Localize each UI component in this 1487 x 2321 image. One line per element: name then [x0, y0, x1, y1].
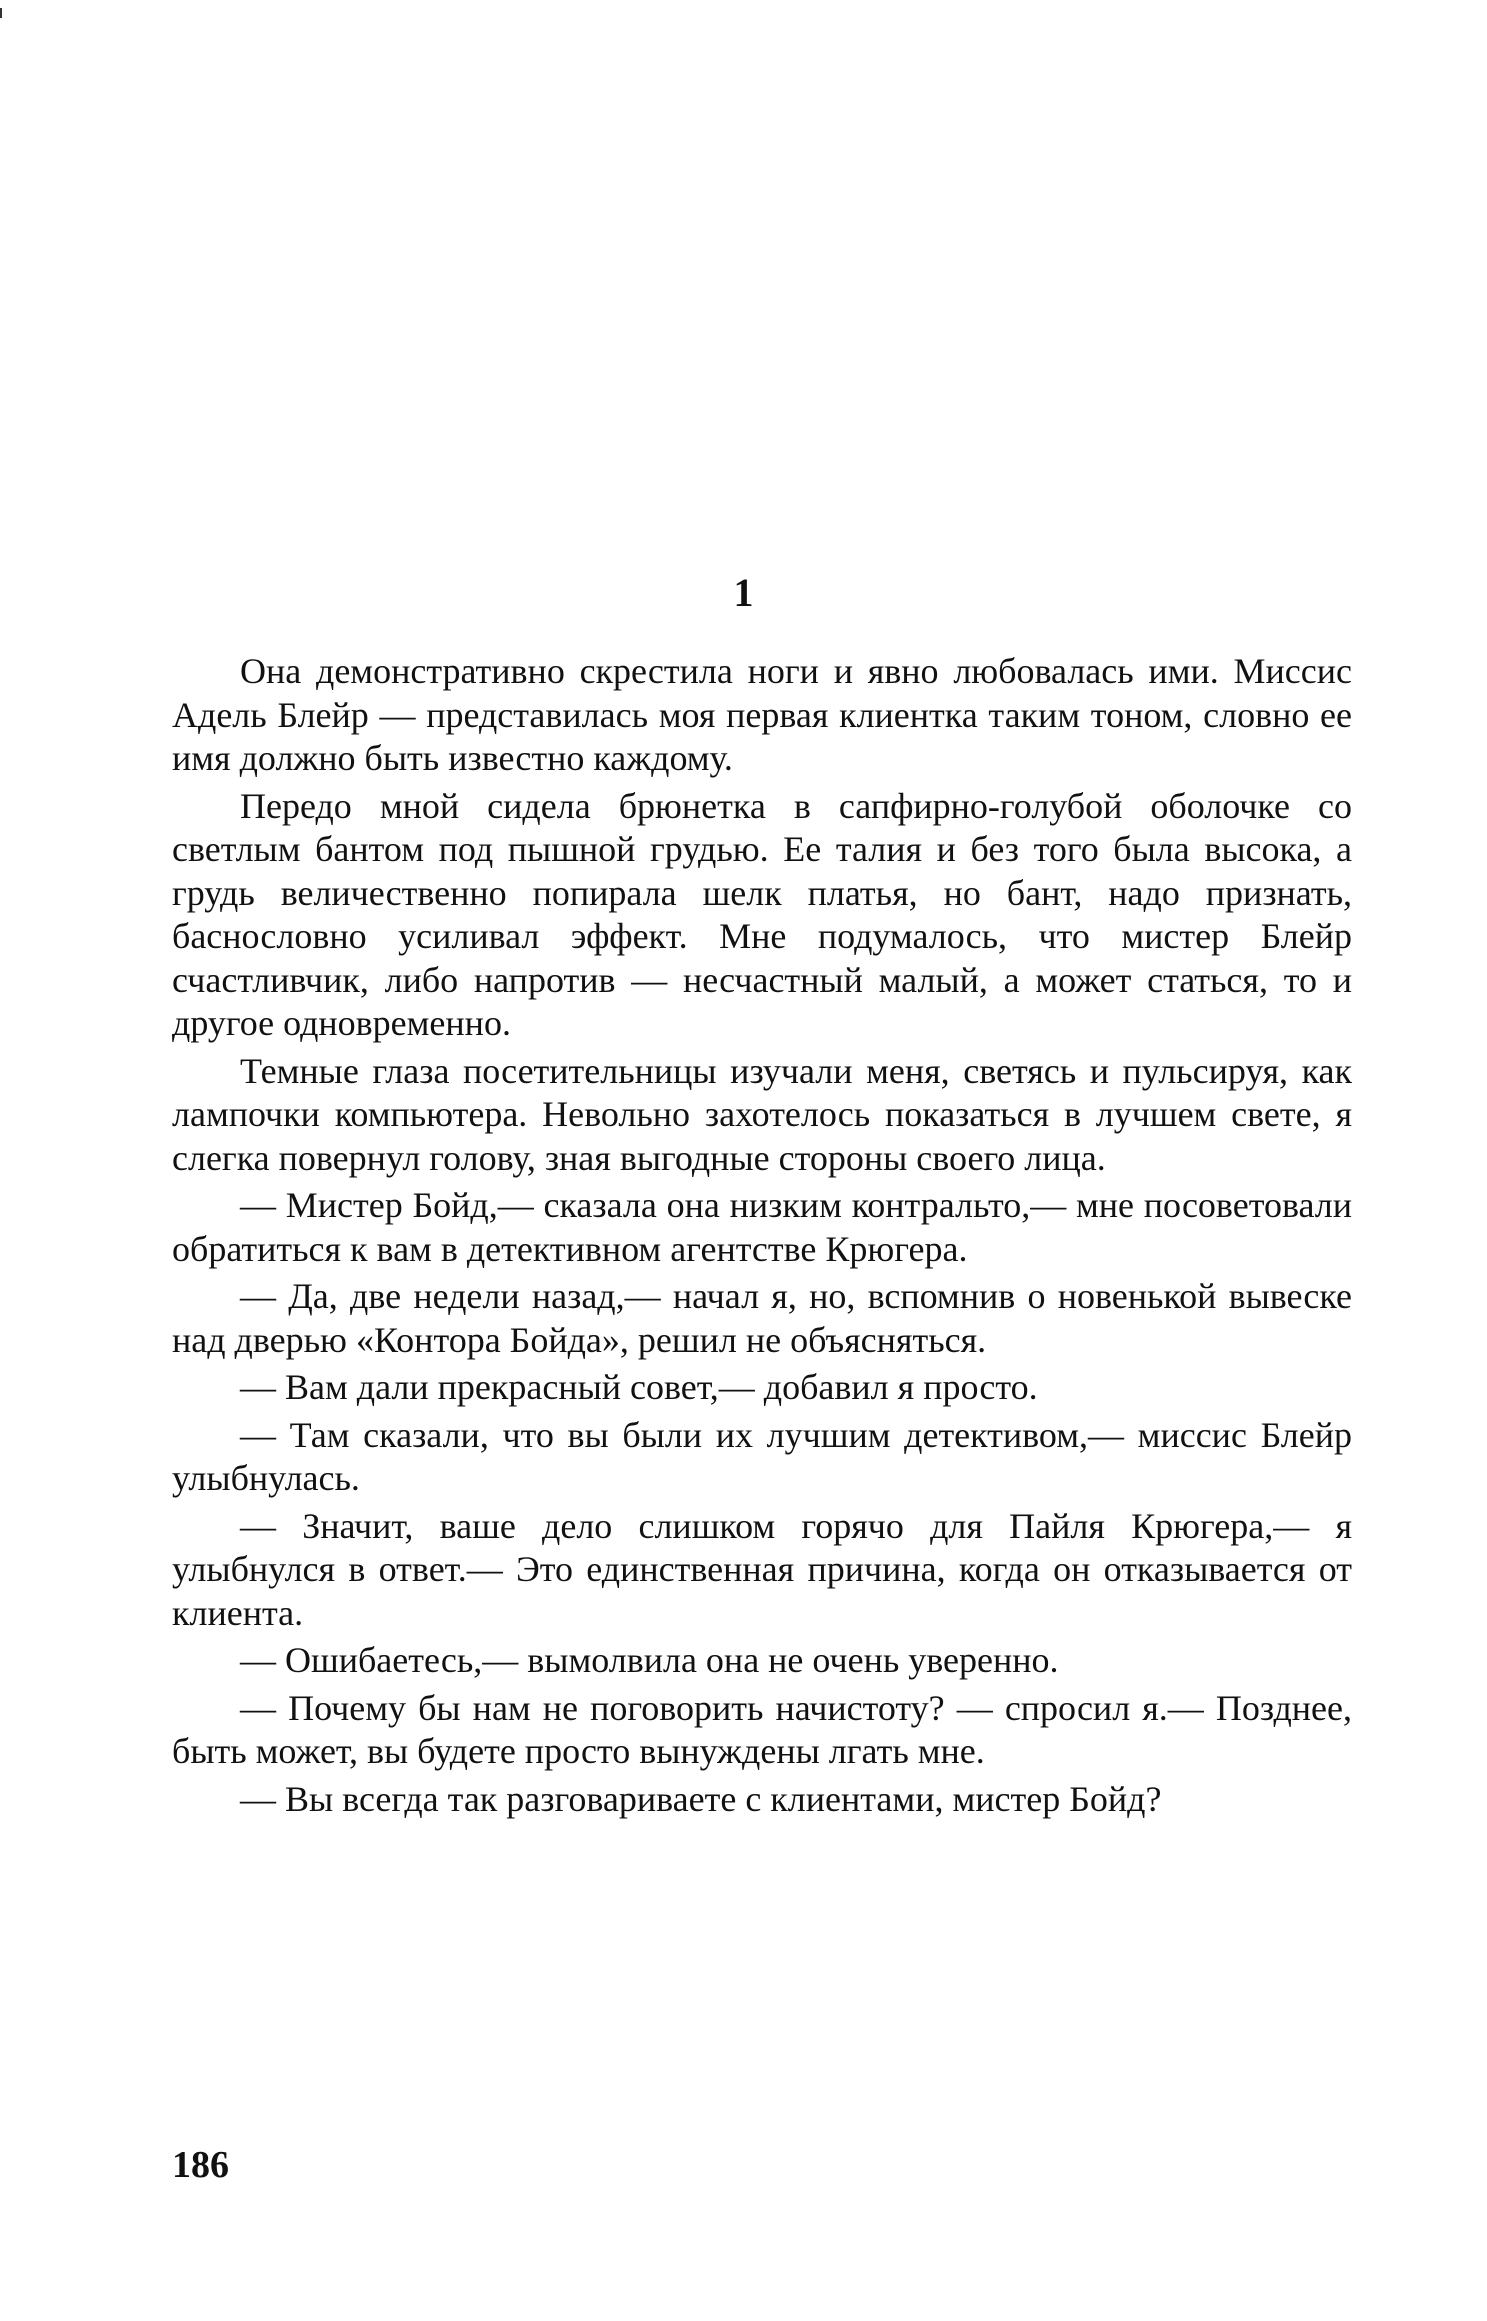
paragraph: — Почему бы нам не поговорить начистоту? — спросил я.— Позднее, быть может, вы будете просто вынуждены лгать мне. [172, 1687, 1352, 1771]
paragraph: — Там сказали, что вы были их лучшим детективом,— миссис Блейр улыбнулась. [172, 1414, 1352, 1498]
scan-edge-mark [0, 8, 2, 18]
paragraph: — Да, две недели назад,— начал я, но, вспомнив о новенькой вывеске над дверью «Контора Бойда», решил не объясняться. [172, 1276, 1352, 1360]
paragraph: — Мистер Бойд,— сказала она низким контральто,— мне посоветовали обратиться к вам в детективном агентстве Крюгера. [172, 1185, 1352, 1269]
page-number: 186 [172, 2144, 229, 2186]
paragraph: Передо мной сидела брюнетка в сапфирно-голубой оболочке со светлым бантом под пышной грудью. Ее талия и без того была высока, а грудь величественно попирала шелк платья, но бант, надо признать, баснословно усиливал эффект. Мне подумалось, что мистер Блейр счастливчик, либо напротив — несчастный малый, а может статься, то и другое одновременно. [172, 785, 1352, 1043]
paragraph: Темные глаза посетительницы изучали меня, светясь и пульсируя, как лампочки компьютера. Невольно захотелось показаться в лучшем свете, я слегка повернул голову, зная выгодные стороны своего лица. [172, 1050, 1352, 1178]
paragraph: — Ошибаетесь,— вымолвила она не очень уверенно. [240, 1640, 1059, 1680]
chapter-text [172, 650, 1352, 1825]
paragraph: — Значит, ваше дело слишком горячо для Пайля Крюгера,— я улыбнулся в ответ.— Это единственная причина, когда он отказывается от клиента. [172, 1505, 1352, 1633]
paragraph: — Вам дали прекрасный совет,— добавил я просто. [240, 1367, 1038, 1407]
paragraph: Она демонстративно скрестила ноги и явно любовалась ими. Миссис Адель Блейр — представилась моя первая клиентка таким тоном, словно ее имя должно быть известно каждому. [172, 651, 1352, 778]
chapter-number: 1 [733, 570, 754, 615]
paragraph: — Вы всегда так разговариваете с клиентами, мистер Бойд? [240, 1778, 1162, 1819]
